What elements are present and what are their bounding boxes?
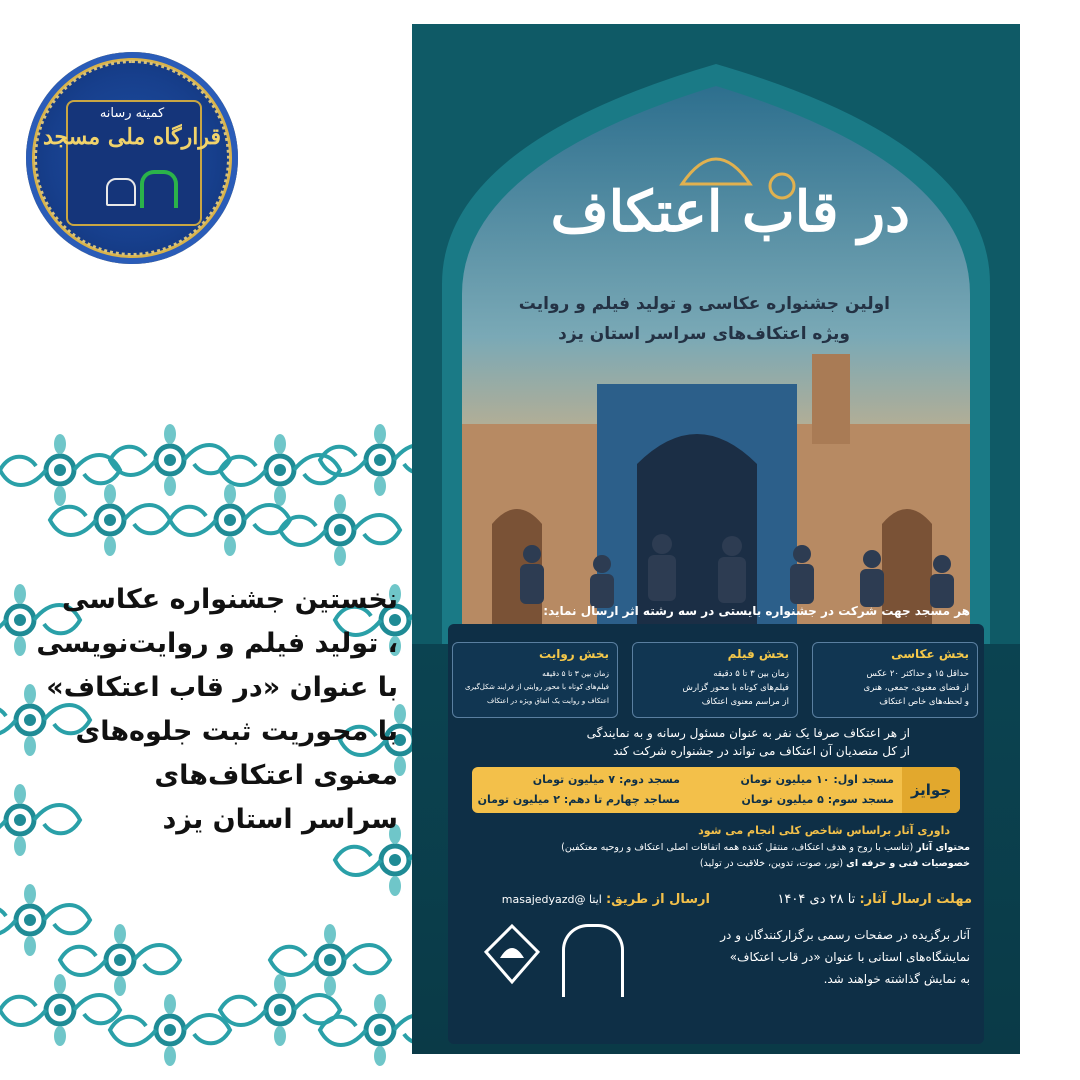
poster-rule1: از هر اعتکاف صرفا یک نفر به عنوان مسئول رسانه و به نمایندگی bbox=[586, 726, 910, 740]
prize-first bbox=[740, 773, 894, 786]
prizes-label: جوایز bbox=[902, 767, 960, 813]
section-photo-title: بخش عکاسی bbox=[891, 647, 969, 661]
section-film bbox=[632, 642, 798, 718]
section-narration-line: اعتکاف و روایت یک اتفاق ویژه در اعتکاف bbox=[486, 697, 609, 705]
section-narration-line: زمان بین ۳ تا ۵ دقیقه bbox=[542, 669, 609, 678]
frame-text-line: سراسر استان یزد bbox=[162, 804, 398, 835]
green-gate-icon bbox=[140, 170, 178, 208]
judging2-label: خصوصیات فنی و حرفه ای bbox=[846, 858, 970, 869]
footer-line1: آثار برگزیده در صفحات رسمی برگزارکنندگان و در bbox=[720, 928, 970, 942]
festival-poster bbox=[412, 24, 1020, 1054]
poster-subtitle1: اولین جشنواره عکاسی و تولید فیلم و روایت bbox=[518, 294, 890, 314]
mosque-gate-icon bbox=[562, 924, 624, 997]
section-photo-line: از فضای معنوی، جمعی، هنری bbox=[863, 683, 969, 693]
judging-title: داوری آثار براساس شاخص کلی انجام می شود bbox=[698, 824, 950, 837]
frame-bottom-band bbox=[0, 924, 420, 1066]
section-film-title: بخش فیلم bbox=[727, 647, 789, 661]
frame-text-line: با عنوان «در قاب اعتکاف» bbox=[46, 672, 398, 703]
frame-text-line: نخستین جشنواره عکاسی bbox=[62, 584, 398, 615]
frame-top-band bbox=[0, 424, 420, 566]
judging1-text: (تناسب با روح و هدف اعتکاف، منتقل کننده همه اتفاقات اصلی اعتکاف و روحیه معتکفین) bbox=[561, 842, 914, 853]
send-label: ارسال از طریق: bbox=[605, 892, 710, 907]
prizes-box bbox=[472, 767, 960, 813]
committee-logo bbox=[26, 52, 238, 264]
logo-line1: کمیته رسانه bbox=[99, 106, 165, 121]
judging2-text: (نور، صوت، تدوین، خلاقیت در تولید) bbox=[699, 858, 844, 869]
prize-second bbox=[533, 773, 680, 786]
frame-text-line: با محوریت ثبت جلوه‌های bbox=[75, 716, 398, 747]
poster-intro: هر مسجد جهت شرکت در جشنواره بایستی در سه رشته اثر ارسال نماید: bbox=[543, 604, 970, 618]
deadline bbox=[777, 892, 972, 907]
section-photo-line: و لحظه‌های خاص اعتکاف bbox=[879, 697, 969, 707]
mosque-emblem-icon bbox=[106, 178, 136, 206]
section-photo-line: حداقل ۱۵ و حداکثر ۲۰ عکس bbox=[866, 669, 969, 679]
section-narration-title: بخش روایت bbox=[539, 647, 609, 661]
prize-amount: ۵ میلیون تومان bbox=[741, 793, 824, 806]
prize-place: مساجد چهارم تا دهم: bbox=[563, 793, 680, 806]
section-film-line: زمان بین ۳ تا ۵ دقیقه bbox=[713, 669, 789, 679]
deadline-value: تا ۲۸ دی ۱۴۰۴ bbox=[777, 892, 856, 907]
logo-line2: قرارگاه ملی مسجد bbox=[43, 124, 221, 150]
send-via bbox=[502, 892, 710, 907]
send-value: ایتا @masajedyazd bbox=[501, 893, 602, 906]
poster-subtitle2: ویژه اعتکاف‌های سراسر استان یزد bbox=[558, 324, 850, 344]
footer-line2: نمایشگاه‌های استانی با عنوان «در قاب اعتکاف» bbox=[729, 950, 970, 964]
judging1-label: محتوای آثار bbox=[916, 842, 970, 853]
footer-line3: به نمایش گذاشته خواهند شد. bbox=[823, 972, 970, 986]
prize-place: مسجد دوم: bbox=[618, 773, 680, 786]
frame-text-line: معنوی اعتکاف‌های bbox=[154, 760, 398, 791]
poster-title: در قاب اعتکاف bbox=[550, 179, 910, 245]
deadline-label: مهلت ارسال آثار: bbox=[859, 892, 972, 907]
frame-text bbox=[30, 578, 398, 842]
prize-amount: ۲ میلیون تومان bbox=[477, 793, 560, 806]
judging-line2 bbox=[700, 858, 970, 869]
organizer-emblem-icon bbox=[482, 922, 542, 986]
section-photo bbox=[812, 642, 978, 718]
prize-amount: ۱۰ میلیون تومان bbox=[740, 773, 830, 786]
section-film-line: فیلم‌های کوتاه با محور گزارش bbox=[682, 683, 789, 693]
prize-fourth bbox=[478, 793, 680, 806]
judging-line1 bbox=[561, 842, 970, 853]
section-narration bbox=[452, 642, 618, 718]
prize-amount: ۷ میلیون تومان bbox=[532, 773, 616, 786]
frame-text-line: ، تولید فیلم و روایت‌نویسی bbox=[36, 628, 398, 659]
prize-place: مسجد سوم: bbox=[827, 793, 894, 806]
section-film-line: از مراسم معنوی اعتکاف bbox=[701, 697, 789, 707]
prize-place: مسجد اول: bbox=[833, 773, 894, 786]
poster-rule2: از کل متصدیان آن اعتکاف می تواند در جشنواره شرکت کند bbox=[613, 744, 910, 758]
prize-third bbox=[742, 793, 894, 806]
section-narration-line: فیلم‌های کوتاه با محور روایتی از فرایند شکل‌گیری bbox=[465, 683, 609, 691]
